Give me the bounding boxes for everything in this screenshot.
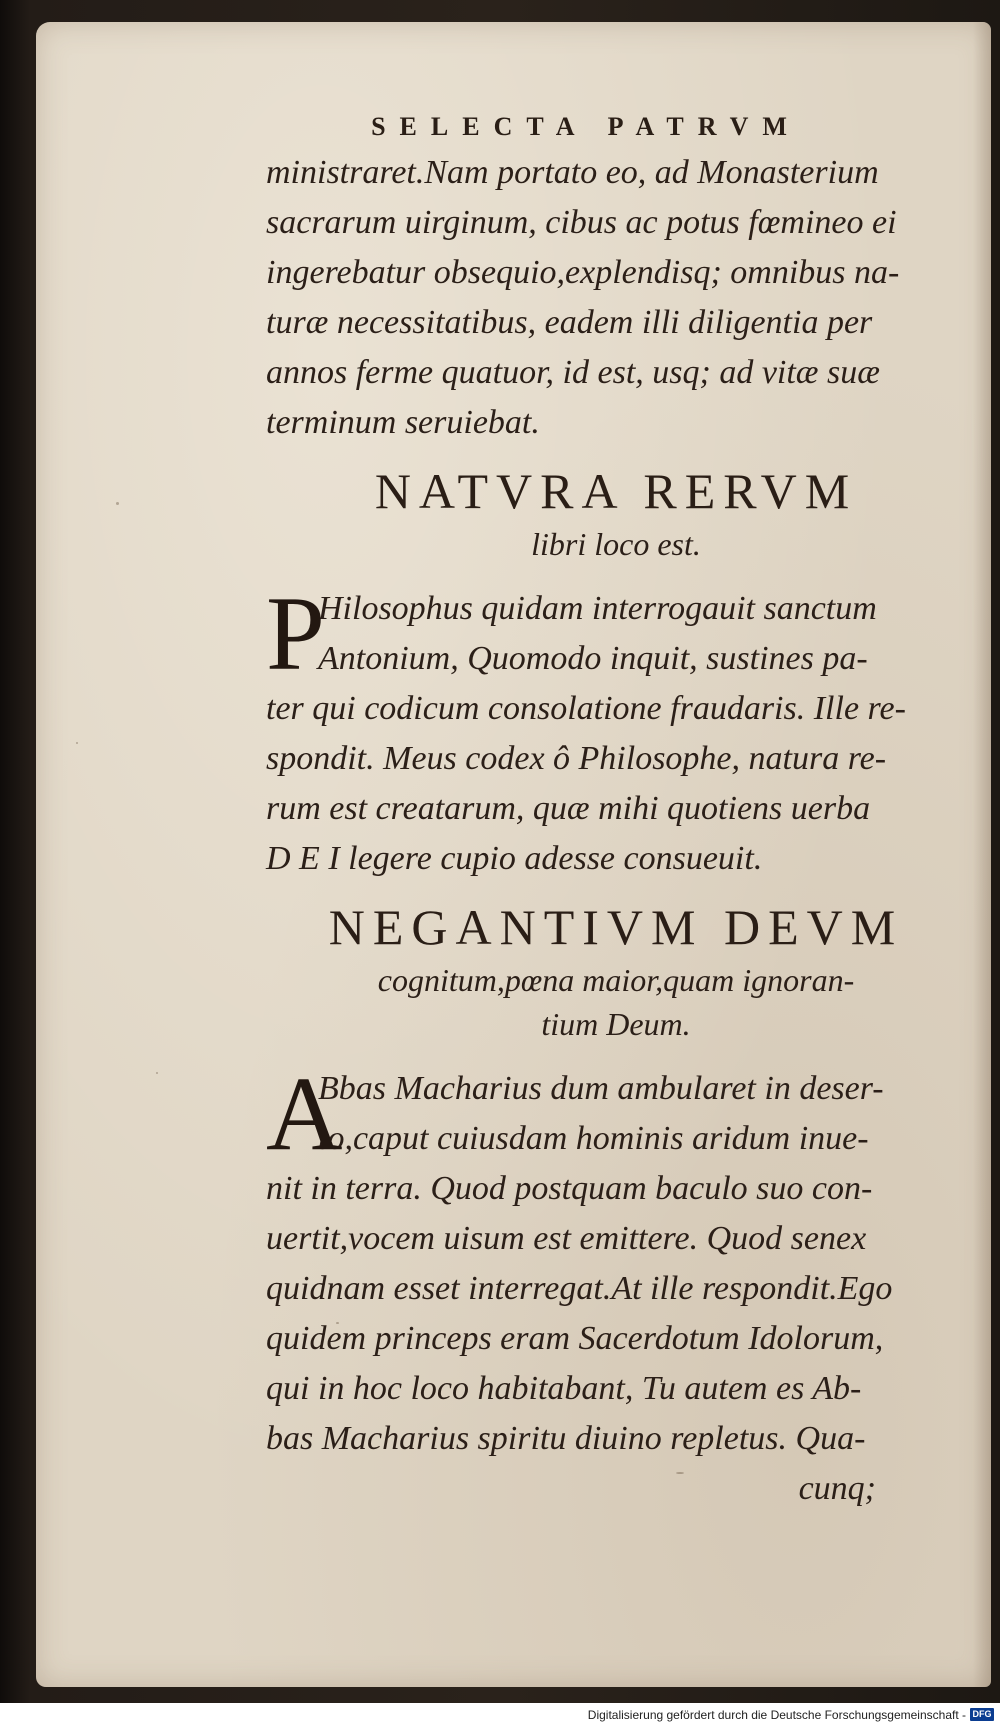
text-block (266, 112, 966, 1514)
section-subheading: libri loco est. (531, 526, 701, 562)
text-line: turæ necessitatibus, eadem illi diligentia per (266, 304, 873, 341)
page-edge-shadow (973, 22, 991, 1687)
digitization-footer (0, 1703, 1000, 1725)
text-line: Hilosophus quidam interrogauit sanctum (318, 590, 877, 627)
text-line: bas Macharius spiritu diuino repletus. Qua- (266, 1420, 866, 1457)
drop-cap: A (266, 1055, 343, 1172)
text-line: quidnam esset interregat.At ille respondit.Ego (266, 1270, 893, 1307)
paragraph-macharius (266, 1055, 966, 1514)
text-line: nit in terra. Quod postquam baculo suo con- (266, 1170, 873, 1207)
continuation-paragraph (266, 148, 966, 448)
running-head: SELECTA PATRVM (371, 112, 801, 141)
text-line: to,caput cuiusdam hominis aridum inue- (318, 1120, 869, 1157)
text-line: sacrarum uirginum, cibus ac potus fœmineo ei (266, 204, 897, 241)
paragraph-philosophus (266, 575, 966, 884)
text-line: D E I legere cupio adesse consueuit. (266, 840, 763, 877)
text-line: annos ferme quatuor, id est, usq; ad vitæ suæ (266, 354, 880, 391)
text-line: Bbas Macharius dum ambularet in deser- (318, 1070, 884, 1107)
text-line: rum est creatarum, quæ mihi quotiens uerba (266, 790, 871, 827)
text-line: ingerebatur obsequio,explendisq; omnibus na- (266, 254, 900, 291)
funding-notice: Digitalisierung gefördert durch die Deutsche Forschungsgemeinschaft - (587, 1708, 966, 1722)
section-heading-natura-rerum: NATVRA RERVM (374, 463, 858, 519)
dfg-logo-icon: DFG (970, 1708, 994, 1721)
text-line: ter qui codicum consolatione fraudaris. Ille re- (266, 690, 906, 727)
section-heading-negantium-deum: NEGANTIVM DEVM (328, 899, 904, 955)
drop-cap: P (266, 575, 325, 692)
text-line: terminum seruiebat. (266, 404, 540, 441)
text-line: qui in hoc loco habitabant, Tu autem es Ab- (266, 1370, 862, 1407)
text-line: spondit. Meus codex ô Philosophe, natura re- (266, 740, 887, 777)
text-line: ministraret.Nam portato eo, ad Monasterium (266, 154, 879, 191)
book-page (36, 22, 991, 1687)
text-line: Antonium, Quomodo inquit, sustines pa- (318, 640, 868, 677)
text-line: uertit,vocem uisum est emittere. Quod senex (266, 1220, 867, 1257)
section-subheading: cognitum,pœna maior,quam ignoran- (377, 962, 855, 998)
catchword: cunq; (798, 1470, 876, 1507)
text-line: quidem princeps eram Sacerdotum Idolorum, (266, 1320, 884, 1357)
section-subheading: tium Deum. (541, 1006, 691, 1042)
